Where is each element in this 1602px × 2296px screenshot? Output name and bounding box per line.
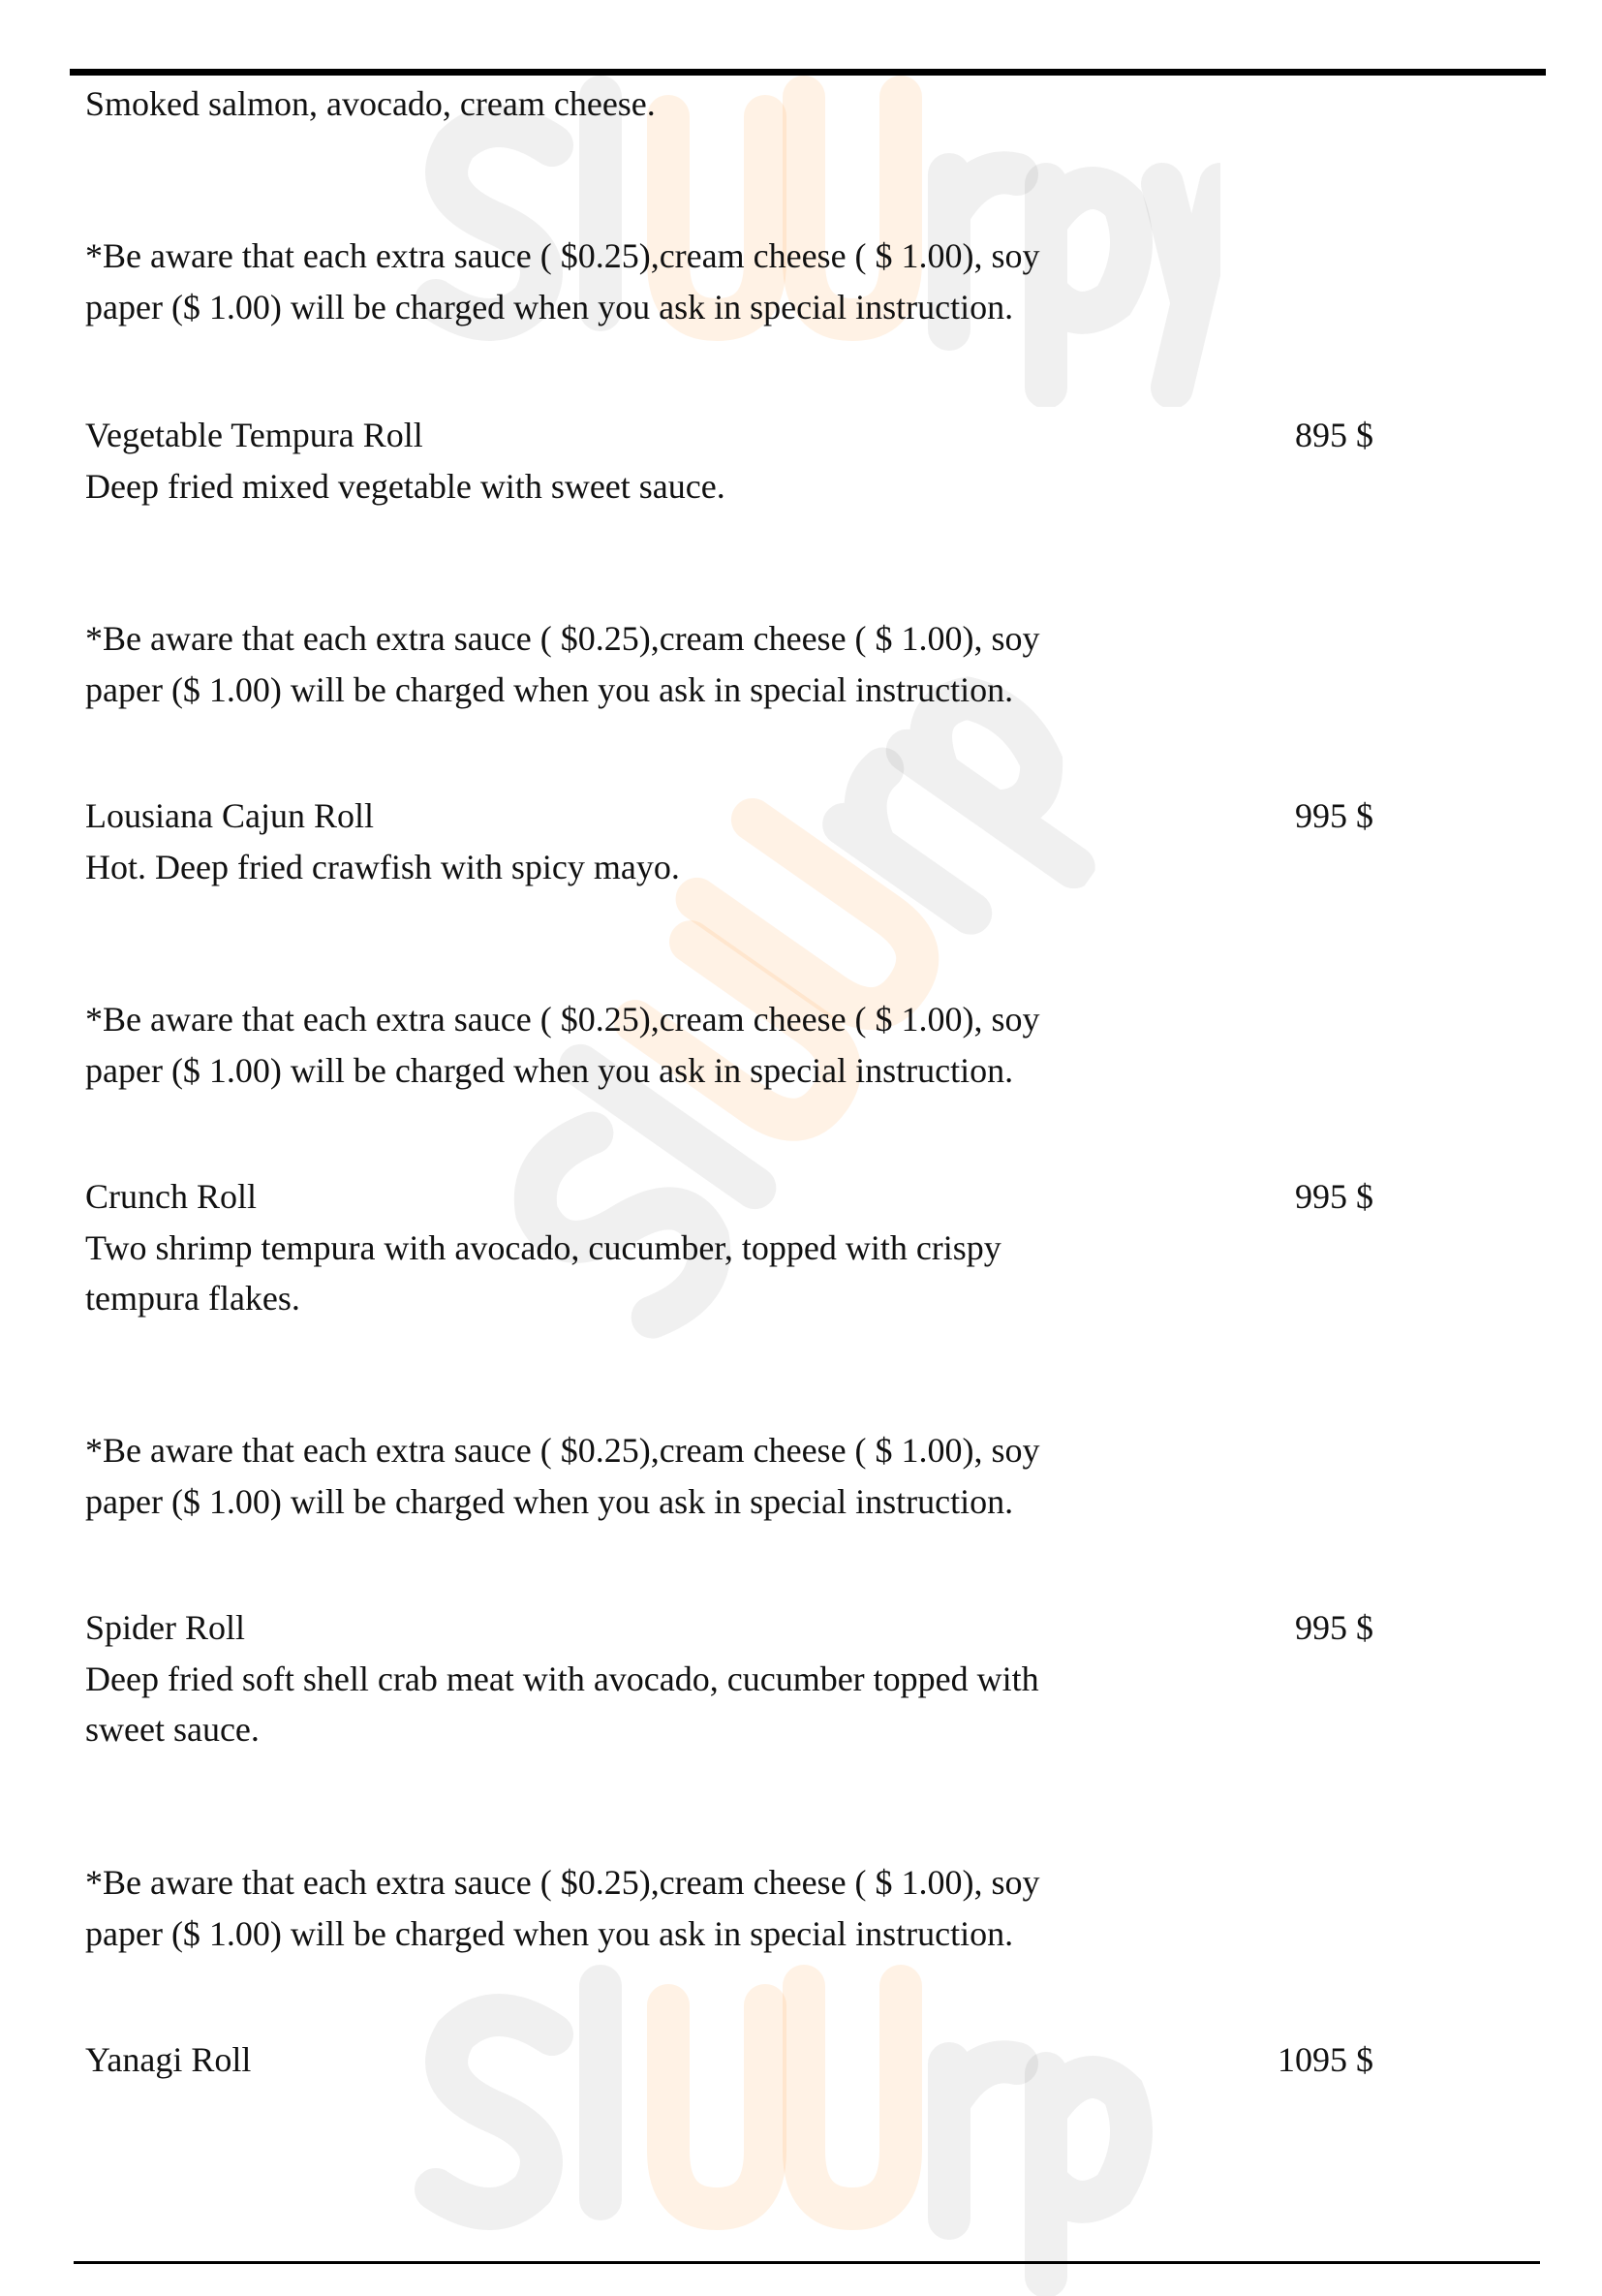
menu-item bbox=[85, 1171, 1001, 1324]
item-name: Spider Roll bbox=[85, 1608, 246, 1647]
item-name: Yanagi Roll bbox=[85, 2040, 252, 2079]
extras-notice: *Be aware that each extra sauce ( $0.25),cream cheese ( $ 1.00), soy paper ($ 1.00) will be charged when you ask in special instruction. bbox=[85, 1000, 1040, 1090]
item-name: Vegetable Tempura Roll bbox=[85, 416, 423, 454]
item-description: Deep fried soft shell crab meat with avocado, cucumber topped with bbox=[85, 1659, 1039, 1698]
item-name: Crunch Roll bbox=[85, 1177, 257, 1216]
extras-notice: *Be aware that each extra sauce ( $0.25),cream cheese ( $ 1.00), soy paper ($ 1.00) will be charged when you ask in special instruction. bbox=[85, 1863, 1040, 1953]
item-name: Lousiana Cajun Roll bbox=[85, 796, 374, 835]
extras-notice: *Be aware that each extra sauce ( $0.25),cream cheese ( $ 1.00), soy paper ($ 1.00) will be charged when you ask in special instruction. bbox=[85, 619, 1040, 709]
item-description: tempura flakes. bbox=[85, 1279, 300, 1318]
menu-item bbox=[85, 1602, 1039, 1755]
item-description: Two shrimp tempura with avocado, cucumber, topped with crispy bbox=[85, 1227, 1001, 1267]
menu-item bbox=[85, 410, 725, 512]
extras-notice: *Be aware that each extra sauce ( $0.25),cream cheese ( $ 1.00), soy paper ($ 1.00) will be charged when you ask in special instruction. bbox=[85, 236, 1040, 326]
item-price: 1095 $ bbox=[1278, 2040, 1373, 2079]
item-price: 895 $ bbox=[1295, 416, 1373, 454]
item-price: 995 $ bbox=[1295, 796, 1373, 835]
menu-item bbox=[85, 791, 680, 892]
watermark-logo bbox=[407, 1947, 1220, 2296]
item-description: Deep fried mixed vegetable with sweet sauce. bbox=[85, 466, 725, 506]
menu-item bbox=[85, 2034, 251, 2086]
item-description: sweet sauce. bbox=[85, 1710, 260, 1749]
item-description: Hot. Deep fried crawfish with spicy mayo. bbox=[85, 847, 680, 886]
item-price: 995 $ bbox=[1295, 1177, 1373, 1216]
item-description: Smoked salmon, avocado, cream cheese. bbox=[85, 84, 656, 123]
top-rule bbox=[70, 69, 1546, 76]
bottom-rule bbox=[74, 2261, 1540, 2264]
item-price: 995 $ bbox=[1295, 1608, 1373, 1647]
extras-notice: *Be aware that each extra sauce ( $0.25),cream cheese ( $ 1.00), soy paper ($ 1.00) will be charged when you ask in special instruction. bbox=[85, 1431, 1040, 1521]
